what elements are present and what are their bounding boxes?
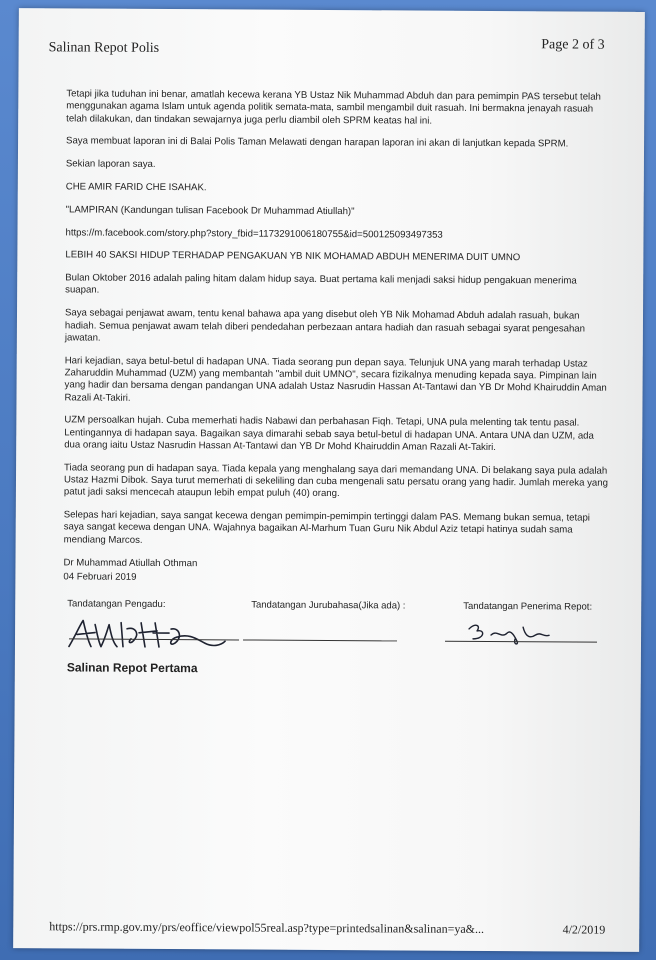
author-name: Dr Muhammad Atiullah Othman: [63, 556, 198, 569]
header-title: Salinan Repot Polis: [48, 40, 160, 56]
paragraph-accusation: Tetapi jika tuduhan ini benar, amatlah kecewa kerana YB Ustaz Nik Muhammad Abduh dan para pemimpin PAS tersebut telah menggunakan agama Islam untuk agenda politik semata-mata, sambil mengambil duit rasuah. Ini bermakna jenayah rasuah telah dilakukan, dan tindakan sewajarnya juga perlu diambil oleh SPRM keatas hal ini.: [66, 88, 601, 127]
paragraph-uzm: UZM persoalkan hujah. Cuba memerhati hadis Nabawi dan perbahasan Fiqh. Tetapi, UNA pula melenting tak tentu pasal. Lentingannya di hadapan saya. Bagaikan saya dimarahi sebab saya betul-betul di hadapan UNA. Antara UNA dan UZM, ada dua orang iaitu Ustaz Nasrudin Hassan At-Tantawi dan YB Dr Mohd Khairuddin Aman Razali At-Takiri.: [64, 414, 594, 453]
print-footer: [49, 919, 609, 937]
pengadu-signature-label: Tandatangan Pengadu:: [67, 598, 166, 611]
signature-row: [63, 598, 623, 661]
penerima-signature-label: Tandatangan Penerima Repot:: [463, 600, 593, 613]
jurubahasa-signature-label: Tandatangan Jurubahasa(Jika ada) :: [251, 599, 406, 612]
jurubahasa-signature-line: [243, 639, 397, 641]
paragraph-closing: Sekian laporan saya.: [65, 158, 156, 171]
footer-url: https://prs.rmp.gov.my/prs/eoffice/viewpol55real.asp?type=printedsalinan&salinan=ya&...: [49, 919, 485, 936]
paragraph-civil-servant: Saya sebagai penjawat awam, tentu kenal bahawa apa yang disebut oleh YB Nik Mohamad Abduh adalah rasuah, bukan hadiah. Semua penjawat awam telah diberi pendedahan perbezaan antara hadiah dan rasuah sebagai syarat pengesahan jawatan.: [64, 307, 586, 344]
complainant-name: CHE AMIR FARID CHE ISAHAK.: [65, 181, 207, 194]
report-body: [63, 88, 614, 597]
paragraph-witnesses: Tiada seorang pun di hadapan saya. Tiada kepala yang menghalang saya dari memandang UNA. Di belakang saya pula adalah Ustaz Hazmi Dibok. Saya turut memerhati di sekeliling dan cuba mengenali satu persatu orang yang hadir. Jumlah mereka yang patut jadi saksi mencecah ataupun lebih empat puluh (40) orang.: [63, 462, 608, 500]
copy-label: Salinan Repot Pertama: [66, 660, 198, 676]
paragraph-october: Bulan Oktober 2016 adalah paling hitam dalam hidup saya. Buat pertama kali menjadi saksi hidup pengakuan menerima suapan.: [65, 272, 577, 297]
page-number: Page 2 of 3: [541, 37, 605, 53]
paragraph-disappointment: Selepas hari kejadian, saya sangat kecewa dengan pemimpin-pemimpin tertinggi dalam PAS. Memang bukan semua, tetapi saya sangat kecewa dengan UNA. Wajahnya bagaikan Al-Marhum Tuan Guru Nik Abdul Aziz tetapi hatinya sudah sama mendiang Marcos.: [63, 509, 590, 546]
author-date: 04 Februari 2019: [63, 571, 137, 583]
attachment-heading: "LAMPIRAN (Kandungan tulisan Facebook Dr Muhammad Atiullah)": [65, 204, 355, 217]
paragraph-incident-day: Hari kejadian, saya betul-betul di hadapan UNA. Tiada seorang pun depan saya. Telunjuk UNA yang marah terhadap Ustaz Zaharuddin Muhammad (UZM) yang membantah "ambil duit UMNO", secara fizikalnya menuding kepada saya. Pimpinan lain yang hadir dan bersama dengan pandangan UNA adalah Ustaz Nasrudin Hassan At-Tantawi dan YB Dr Mohd Khairuddin Aman Razali At-Takiri.: [64, 355, 607, 404]
pengadu-signature-icon: [65, 608, 265, 655]
paragraph-report-location: Saya membuat laporan ini di Balai Polis Taman Melawati dengan harapan laporan ini akan di lanjutkan kepada SPRM.: [66, 135, 569, 150]
post-title: LEBIH 40 SAKSI HIDUP TERHADAP PENGAKUAN YB NIK MOHAMAD ABDUH MENERIMA DUIT UMNO: [65, 249, 521, 264]
report-page: [13, 8, 645, 952]
penerima-signature-icon: [463, 617, 593, 648]
footer-date: 4/2/2019: [562, 922, 606, 937]
facebook-link: https://m.facebook.com/story.php?story_fbid=1173291006180755&id=500125093497353: [65, 226, 443, 241]
